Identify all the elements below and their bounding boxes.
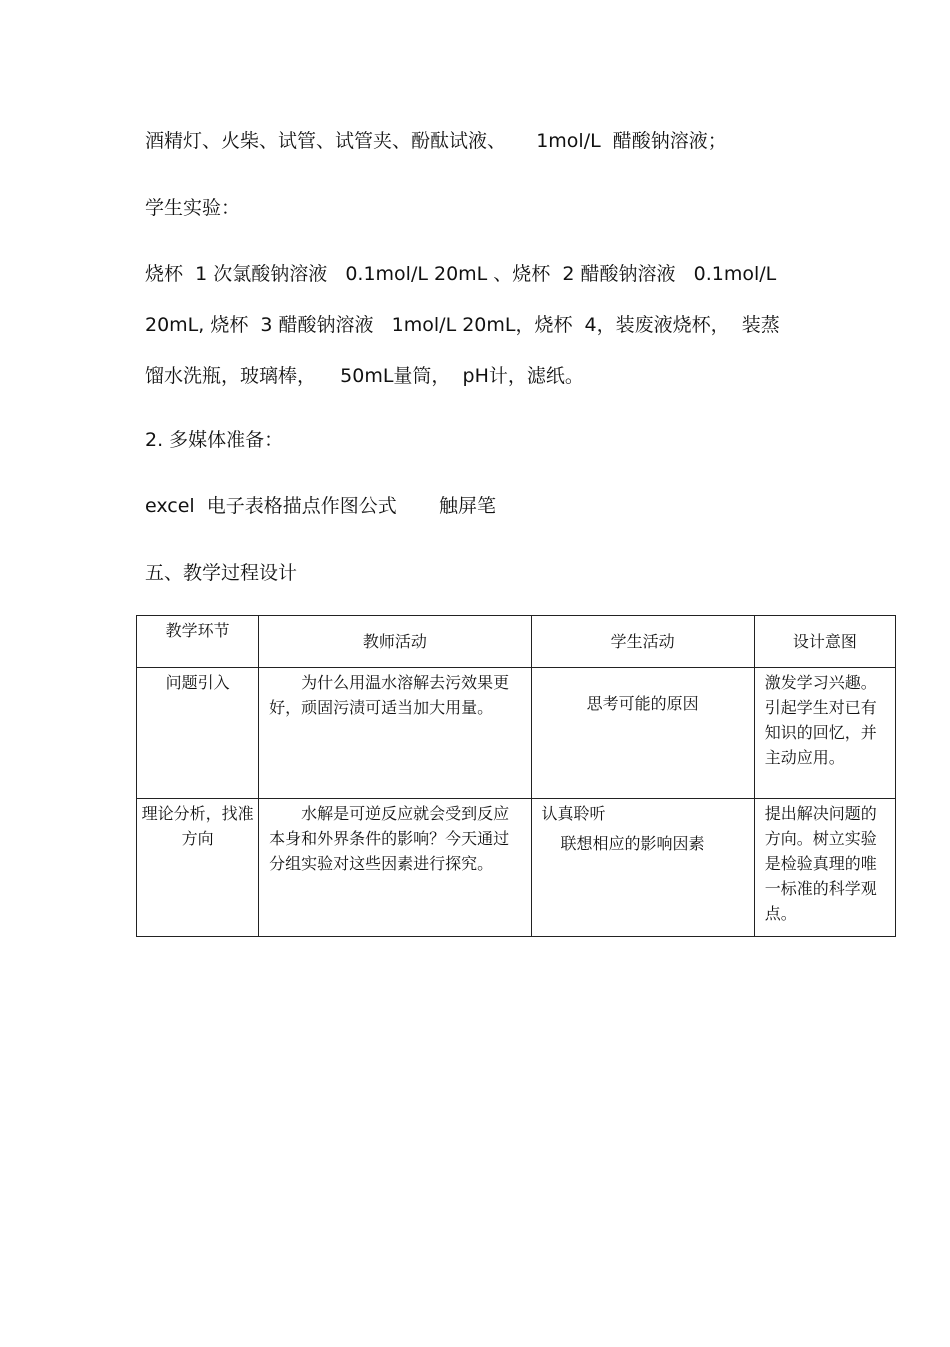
design-intent-cell: 提出解决问题的方向。树立实验是检验真理的唯一标准的科学观点。 (754, 799, 895, 937)
student-activity-cell (531, 799, 754, 937)
header-teacher-activity: 教师活动 (259, 616, 531, 668)
student-experiment-line-1: 烧杯 1 次氯酸钠溶液 0.1mol/L 20mL 、烧杯 2 醋酸钠溶液 0.1mol/L (145, 263, 777, 285)
student-activity-cell (531, 668, 754, 799)
student-experiment-heading: 学生实验： (145, 197, 241, 219)
multimedia-heading: 2. 多媒体准备： (145, 429, 284, 451)
student-experiment-line-3: 馏水洗瓶，玻璃棒， 50mL量筒， pH计，滤纸。 (145, 365, 584, 387)
table-row (137, 799, 896, 937)
design-intent-cell: 激发学习兴趣。引起学生对已有知识的回忆，并主动应用。 (754, 668, 895, 799)
table-header-row (137, 616, 896, 668)
student-activity-line-2: 联想相应的影响因素 (560, 834, 705, 853)
teacher-activity-cell (259, 799, 531, 937)
header-stage: 教学环节 (137, 616, 259, 668)
stage-cell: 理论分析，找准方向 (137, 799, 259, 937)
teaching-process-table (136, 615, 896, 937)
table-row (137, 668, 896, 799)
teacher-activity-text: 水解是可逆反应就会受到反应本身和外界条件的影响？今天通过分组实验对这些因素进行探究。 (269, 804, 510, 873)
student-activity-line-1: 认真聆听 (541, 804, 606, 823)
header-student-activity: 学生活动 (531, 616, 754, 668)
stage-cell: 问题引入 (137, 668, 259, 799)
equipment-demo-text: 酒精灯、火柴、试管、试管夹、酚酞试液、 1mol/L 醋酸钠溶液； (145, 130, 727, 152)
section-five-heading: 五、教学过程设计 (145, 562, 298, 584)
student-experiment-line-2: 20mL, 烧杯 3 醋酸钠溶液 1mol/L 20mL，烧杯 4，装废液烧杯， 装蒸 (145, 314, 780, 336)
teacher-activity-text: 为什么用温水溶解去污效果更好，顽固污渍可适当加大用量。 (269, 673, 510, 717)
student-activity-text: 思考可能的原因 (586, 694, 699, 713)
multimedia-items: excel 电子表格描点作图公式 触屏笔 (145, 495, 497, 517)
header-design-intent: 设计意图 (754, 616, 895, 668)
teacher-activity-cell (259, 668, 531, 799)
